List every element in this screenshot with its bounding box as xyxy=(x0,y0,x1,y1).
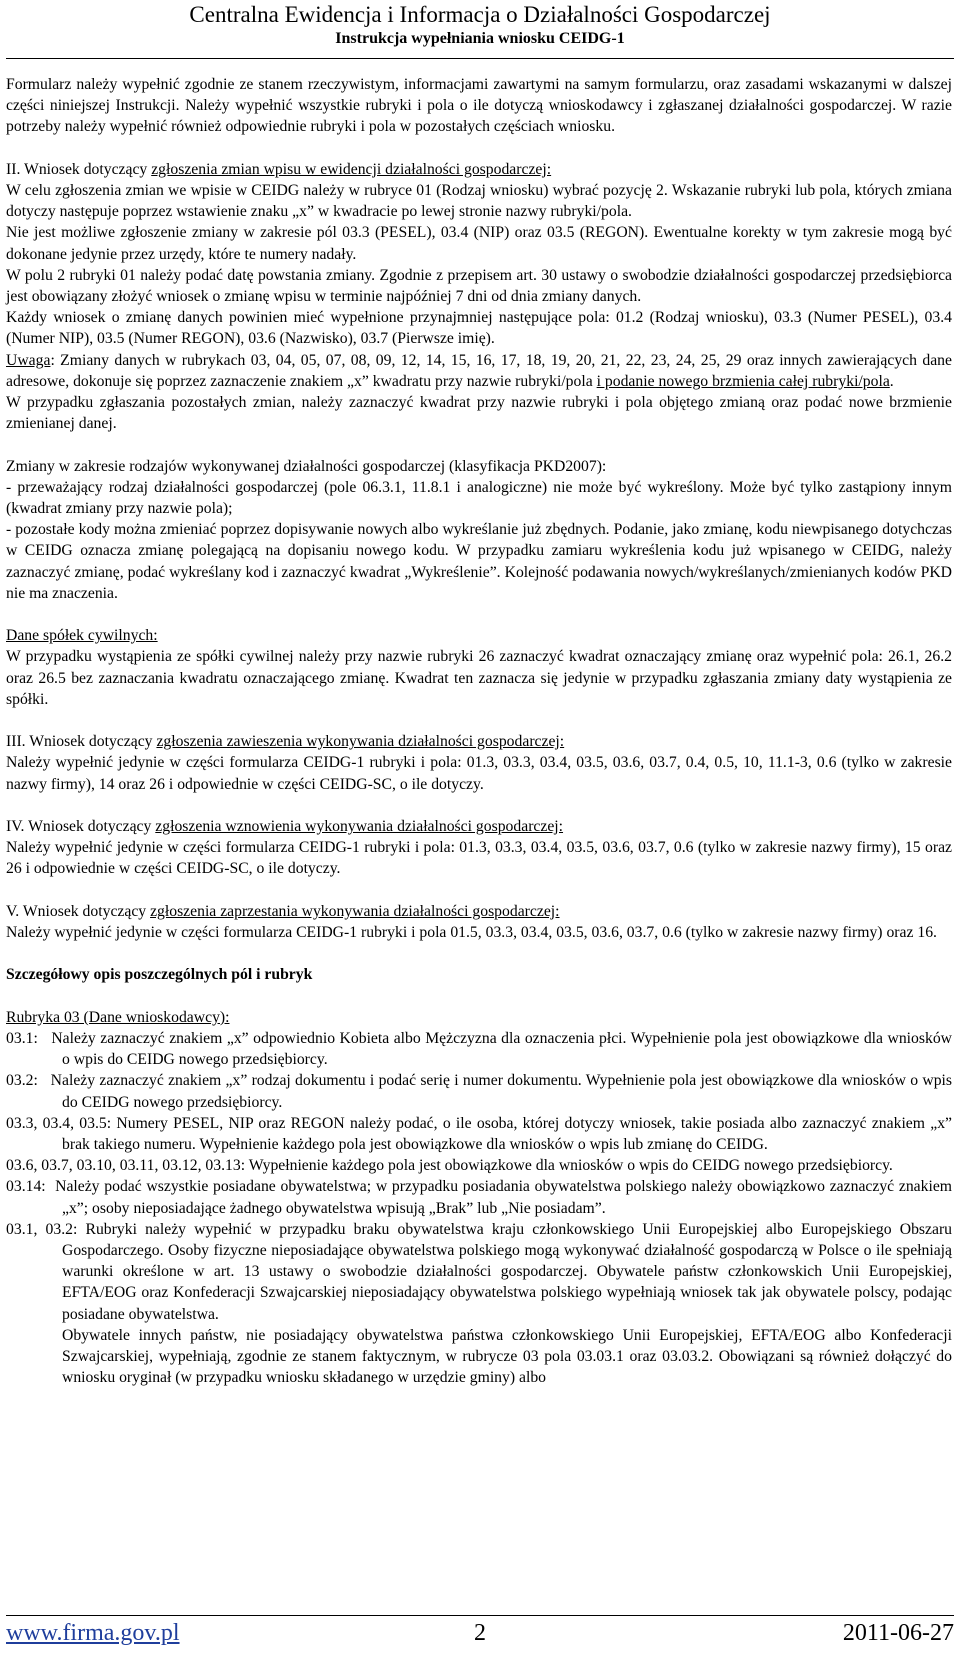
spolki-p1: W przypadku wystąpienia ze spółki cywilnej należy przy nazwie rubryki 26 zaznaczyć kwadrat oznaczający zmianę oraz wypełnić pola: 26.1, 26.2 oraz 26.5 bez zaznaczania kwadratu oznaczającego zmianę. Kwadrat ten zaznacza się jedynie w przypadku zgłaszania zmiany daty wystąpienia ze spółki. xyxy=(6,648,952,708)
footer-date: 2011-06-27 xyxy=(842,1620,954,1646)
field-item: 03.1, 03.2: Rubryki należy wypełnić w przypadku braku obywatelstwa kraju członkowskiego Unii Europejskiej albo Europejskiego Obszaru Gospodarczego. Osoby fizyczne nieposiadające obywatelstwa polskiego mogą wykonywać działalność gospodarczą w Polsce o ile spełniają warunki określone w art. 13 ustawy o swobodzie działalności gospodarczej. Obywatele państw członkowskich Unii Europejskiej, EFTA/EOG oraz Konfederacji Szwajcarskiej nieposiadający obywatelstwa polskiego wypełniają wniosek tak jak obywatele polscy, podając posiadane obywatelstwa. xyxy=(6,1220,953,1323)
header-divider xyxy=(6,58,954,59)
details-heading: Szczegółowy opis poszczególnych pól i rubryk xyxy=(6,966,313,984)
rubric-heading: Rubryka 03 (Dane wnioskodawcy): xyxy=(6,1008,230,1026)
section-2-p4: Każdy wniosek o zmianę danych powinien mieć wypełnione przynajmniej następujące pola: 01.2 (Rodzaj wniosku), 03.3 (Numer PESEL), 03.4 (Numer NIP), 03.5 (Numer REGON), 03.6 (Nazwisko), 03.7 (Pierwsze imię). xyxy=(6,309,952,348)
footer-divider xyxy=(6,1615,954,1616)
section-4-p1: Należy wypełnić jedynie w części formularza CEIDG-1 rubryki i pola: 01.3, 03.3, 03.4, 03.5, 03.6, 03.7, 0.6 (tylko w zakresie nazwy firmy), 15 oraz 26 i odpowiednie w części CEIDG-SC, o ile dotyczy. xyxy=(6,839,952,878)
field-item: 03.14: Należy podać wszystkie posiadane obywatelstwa; w przypadku posiadania obywatelstwa polskiego należy obowiązkowo zaznaczyć znakiem „x”; osoby nieposiadające żadnego obywatelstwa wpisują „Brak” lub „Nie posiadam”. xyxy=(6,1178,953,1217)
section-2-heading: II. Wniosek dotyczący zgłoszenia zmian wpisu w ewidencji działalności gospodarczej: xyxy=(6,160,552,178)
footer-url-link[interactable]: www.firma.gov.pl xyxy=(6,1620,180,1646)
field-item-continuation: Obywatele innych państw, nie posiadający obywatelstwa państwa członkowskiego Unii Europejskiej, EFTA/EOG albo Konfederacji Szwajcarskiej, wypełniają, zgodnie ze stanem faktycznym, w rubrycze 03 pola 03.03.1 oraz 03.03.2. Obowiązani są również dołączyć do wniosku oryginał (w przypadku wniosku składanego w urzędzie gminy) albo xyxy=(62,1326,952,1387)
field-item: 03.6, 03.7, 03.10, 03.11, 03.12, 03.13: Wypełnienie każdego pola jest obowiązkowe dla wniosków o wpis do CEIDG nowego przedsiębiorcy. xyxy=(6,1157,893,1175)
section-5-heading: V. Wniosek dotyczący zgłoszenia zaprzestania wykonywania działalności gospodarczej: xyxy=(6,902,560,920)
header-subtitle: Instrukcja wypełniania wniosku CEIDG-1 xyxy=(335,30,625,47)
section-2-p3: W polu 2 rubryki 01 należy podać datę powstania zmiany. Zgodnie z przepisem art. 30 ustawy o swobodzie działalności gospodarczej przedsiębiorca jest obowiązany złożyć wniosek o zmianę wpisu w terminie najpóźniej 7 dni od dnia zmiany danych. xyxy=(6,266,952,306)
section-5-p1: Należy wypełnić jedynie w części formularza CEIDG-1 rubryki i pola 01.5, 03.3, 03.4, 03.5, 03.6, 03.7, 0.6 (tylko w zakresie nazwy firmy) oraz 16. xyxy=(6,924,937,942)
field-item: 03.1: Należy zaznaczyć znakiem „x” odpowiednio Kobieta albo Mężczyzna dla oznaczenia płci. Wypełnienie pola jest obowiązkowe dla wniosków o wpis do CEIDG nowego przedsiębiorcy. xyxy=(6,1030,953,1069)
section-3-p1: Należy wypełnić jedynie w części formularza CEIDG-1 rubryki i pola: 01.3, 03.3, 03.4, 03.5, 03.6, 03.7, 0.4, 0.5, 10, 11.1-3, 0.6 (tylko w zakresie nazwy firmy), 14 oraz 26 i odpowiednie w części CEIDG-SC, o ile dotyczy. xyxy=(6,754,952,793)
section-3-heading: III. Wniosek dotyczący zgłoszenia zawieszenia wykonywania działalności gospodarczej: xyxy=(6,733,565,751)
section-2-p2: Nie jest możliwe zgłoszenie zmiany w zakresie pól 03.3 (PESEL), 03.4 (NIP) oraz 03.5 (REGON). Ewentualne korekty w tym zakresie mogą być dokonane jedynie przez urzędy, które te numery nadały. xyxy=(6,224,952,263)
document-body xyxy=(6,74,952,1388)
intro-paragraph: Formularz należy wypełnić zgodnie ze stanem rzeczywistym, informacjami zawartymi na samym formularzu, oraz zasadami wskazanymi w dalszej części niniejszej Instrukcji. Należy wypełnić wszystkie rubryki i pola o ile dotyczą wnioskodawcy i zgłaszanej działalności gospodarczej. W razie potrzeby należy wypełnić również odpowiednie rubryki i pola w pozostałych częściach wniosku. xyxy=(6,76,952,136)
page-header xyxy=(0,0,960,58)
spolki-heading: Dane spółek cywilnych: xyxy=(6,627,158,645)
header-title: Centralna Ewidencja i Informacja o Działalności Gospodarczej xyxy=(189,2,771,27)
page-number: 2 xyxy=(474,1620,486,1646)
field-item: 03.3, 03.4, 03.5: Numery PESEL, NIP oraz REGON należy podać, o ile osoba, której dotyczy wniosek, takie posiada albo zaznaczyć znakiem „x” brak takiego numeru. Wypełnienie każdego pola jest obowiązkowe dla wniosków o wpis lub zmianę do CEIDG. xyxy=(6,1114,953,1154)
pkd-p2: - pozostałe kody można zmieniać poprzez dopisywanie nowych albo wykreślanie już zbędnych. Podanie, jako zmianę, kodu niewpisanego dotychczas w CEIDG oznacza zmianę polegającą na dopisaniu nowego kodu. W przypadku zamiaru wykreślenia kodu już wpisanego w CEIDG, należy zaznaczyć zmianę, podać wykreślany kod i zaznaczyć kwadrat „Wykreślenie”. Kolejność podawania nowych/wykreślanych/zmienianych kodów PKD nie ma znaczenia. xyxy=(6,521,952,602)
field-item: 03.2: Należy zaznaczyć znakiem „x” rodzaj dokumentu i podać serię i numer dokumentu. Wypełnienie pola jest obowiązkowe dla wniosków o wpis do CEIDG nowego przedsiębiorcy. xyxy=(6,1072,952,1111)
section-2-p5: W przypadku zgłaszania pozostałych zmian, należy zaznaczyć kwadrat przy nazwie rubryki i pola objętego zmianą oraz podać nowe brzmienie zmienianej danej. xyxy=(6,394,952,433)
section-2-note: Uwaga: Zmiany danych w rubrykach 03, 04, 05, 07, 08, 09, 12, 14, 15, 16, 17, 18, 19, 20, 21, 22, 23, 24, 25, 29 oraz innych zawierających dane adresowe, dokonuje się poprzez zaznaczenie znakiem „x” kwadratu przy nazwie rubryki/pola i podanie nowego brzmienia całej rubryki/pola. xyxy=(6,351,952,390)
section-2-p1: W celu zgłoszenia zmian we wpisie w CEIDG należy w rubryce 01 (Rodzaj wniosku) wybrać pozycję 2. Wskazanie rubryki lub pola, których zmiana dotyczy następuje poprzez wstawienie znaku „x” w kwadracie po lewej stronie nazwy rubryki/pola. xyxy=(6,182,952,221)
section-4-heading: IV. Wniosek dotyczący zgłoszenia wznowienia wykonywania działalności gospodarczej: xyxy=(6,818,564,836)
pkd-p1: - przeważający rodzaj działalności gospodarczej (pole 06.3.1, 11.8.1 i analogiczne) nie może być wykreślony. Może być tylko zastąpiony innym (kwadrat zmiany przy nazwie pola); xyxy=(6,478,952,518)
pkd-heading: Zmiany w zakresie rodzajów wykonywanej działalności gospodarczej (klasyfikacja PKD2007): xyxy=(6,457,607,475)
page-footer xyxy=(6,1620,954,1654)
